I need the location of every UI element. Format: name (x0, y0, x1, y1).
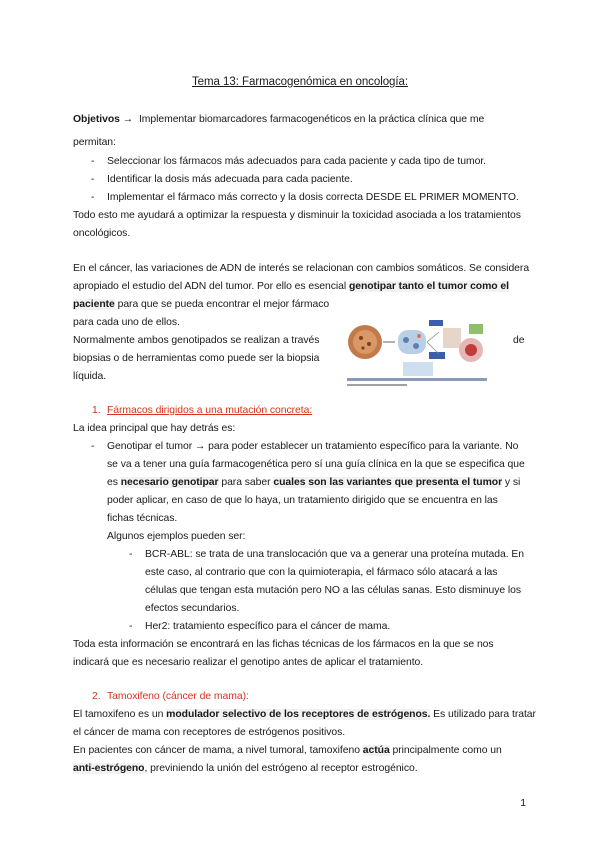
tube-image (443, 328, 461, 348)
s1-bold: necesario genotipar (120, 477, 219, 488)
intro-line-4: para cada uno de ellos. (73, 317, 180, 328)
bullet-dash: - (91, 441, 95, 452)
s2-text: El tamoxifeno es un (73, 709, 167, 720)
blood-sample-image (398, 330, 426, 354)
intro-line-7: líquida. (73, 371, 107, 382)
bullet-dash: - (91, 156, 95, 167)
section-2-line-1 (73, 706, 536, 724)
objectives-label: Objetivos (73, 114, 120, 125)
intro-line-2 (73, 278, 509, 296)
objective-bullet-2: Identificar la dosis más adecuada para cada paciente. (107, 174, 353, 185)
intro-bold: genotipar tanto el tumor como el (348, 281, 509, 292)
s1-bullet-line-5: fichas técnicas. (107, 513, 178, 524)
bullet-dash: - (91, 192, 95, 203)
objective-bullet-1: Seleccionar los fármacos más adecuados para cada paciente y cada tipo de tumor. (107, 156, 486, 167)
intro-text: para que se pueda encontrar el mejor fármaco (114, 299, 330, 310)
s1-bullet-line-2: se va a tener una guía farmacogenética pero sí una guía clínica en la que se especifica que (107, 459, 525, 470)
objectives-line-1 (73, 111, 484, 129)
section-2-line-4 (73, 760, 418, 778)
s1-bullet-line-4: poder aplicar, en caso de que lo haya, un tratamiento dirigido que se encuentra en las (107, 495, 498, 506)
s1-text: para saber (218, 477, 274, 488)
sub-bullet-dash: - (129, 621, 133, 632)
intro-text: apropiado el estudio del ADN del tumor. Por ello es esencial (73, 281, 349, 292)
objectives-line-2: permitan: (73, 137, 116, 148)
page-title: Tema 13: Farmacogenómica en oncología: (191, 76, 409, 88)
section-1-number: 1. (92, 405, 101, 416)
objectives-summary-1: Todo esto me ayudará a optimizar la respuesta y disminuir la toxicidad asociada a los tratamientos (73, 210, 521, 221)
sub-bullet-dash: - (129, 549, 133, 560)
sub-bullet-1-line-2: este caso, al contrario que con la quimioterapia, el fármaco sólo atacará a las (145, 567, 498, 578)
objectives-summary-2: oncológicos. (73, 228, 131, 239)
section-1-close-1: Toda esta información se encontrará en las fichas técnicas de los fármacos en la que se nos (73, 639, 494, 650)
section-1-lead: La idea principal que hay detrás es: (73, 423, 236, 434)
intro-line-3 (73, 296, 329, 314)
s2-text: , previniendo la unión del estrógeno al receptor estrogénico. (144, 763, 418, 774)
s1-bullet-line-3 (107, 474, 520, 492)
page-number: 1 (520, 797, 526, 809)
s1-bullet-line-1: Genotipar el tumor → para poder establecer un tratamiento específico para la variante. No (107, 441, 519, 452)
sub-bullet-1-line-4: efectos secundarios. (145, 603, 240, 614)
arrow: → (122, 114, 134, 125)
label-box (429, 320, 443, 326)
section-1-heading: Fármacos dirigidos a una mutación concreta: (107, 405, 313, 416)
sub-bullet-2: Her2: tratamiento específico para el cáncer de mama. (145, 621, 391, 632)
section-2-number: 2. (92, 691, 101, 702)
intro-line-5: Normalmente ambos genotipados se realizan a través (73, 335, 320, 346)
s2-bold: actúa (362, 745, 390, 756)
bullet-dash: - (91, 174, 95, 185)
s2-bold: anti-estrógeno (73, 763, 145, 774)
s2-text: En pacientes con cáncer de mama, a nivel tumoral, tamoxifeno (73, 745, 363, 756)
section-2-heading: Tamoxifeno (cáncer de mama): (107, 691, 249, 702)
s1-bold: cuales son las variantes que presenta el tumor (273, 477, 503, 488)
biopsy-diagram-image (343, 302, 491, 392)
sub-bullet-1-line-3: células que tengan esta mutación pero NO a las células sanas. Esto disminuye los (145, 585, 522, 596)
intro-line-5-end: de (513, 335, 525, 346)
s1-text: es (107, 477, 121, 488)
objectives-text: Implementar biomarcadores farmacogenéticos en la práctica clínica que me (138, 114, 485, 125)
s2-text: Es utilizado para tratar (430, 709, 536, 720)
intro-line-6: biopsias o de herramientas como puede ser la biopsia (73, 353, 320, 364)
s2-text: principalmente como un (389, 745, 502, 756)
s1-bullet-line-6: Algunos ejemplos pueden ser: (107, 531, 246, 542)
objective-bullet-3: Implementar el fármaco más correcto y la dosis correcta DESDE EL PRIMER MOMENTO. (107, 192, 519, 203)
sub-bullet-1-line-1: BCR-ABL: se trata de una translocación que va a generar una proteína mutada. En (145, 549, 525, 560)
intro-line-1: En el cáncer, las variaciones de ADN de interés se relacionan con cambios somáticos. Se considera (73, 263, 530, 274)
section-2-line-3 (73, 742, 502, 760)
s1-text: y si (502, 477, 521, 488)
section-1-close-2: indicará que es necesario realizar el genotipo antes de aplicar el tratamiento. (73, 657, 424, 668)
intro-bold: paciente (73, 299, 115, 310)
section-2-line-2: el cáncer de mama con receptores de estrógenos positivos. (73, 727, 346, 738)
s2-bold: modulador selectivo de los receptores de estrógenos. (166, 709, 431, 720)
